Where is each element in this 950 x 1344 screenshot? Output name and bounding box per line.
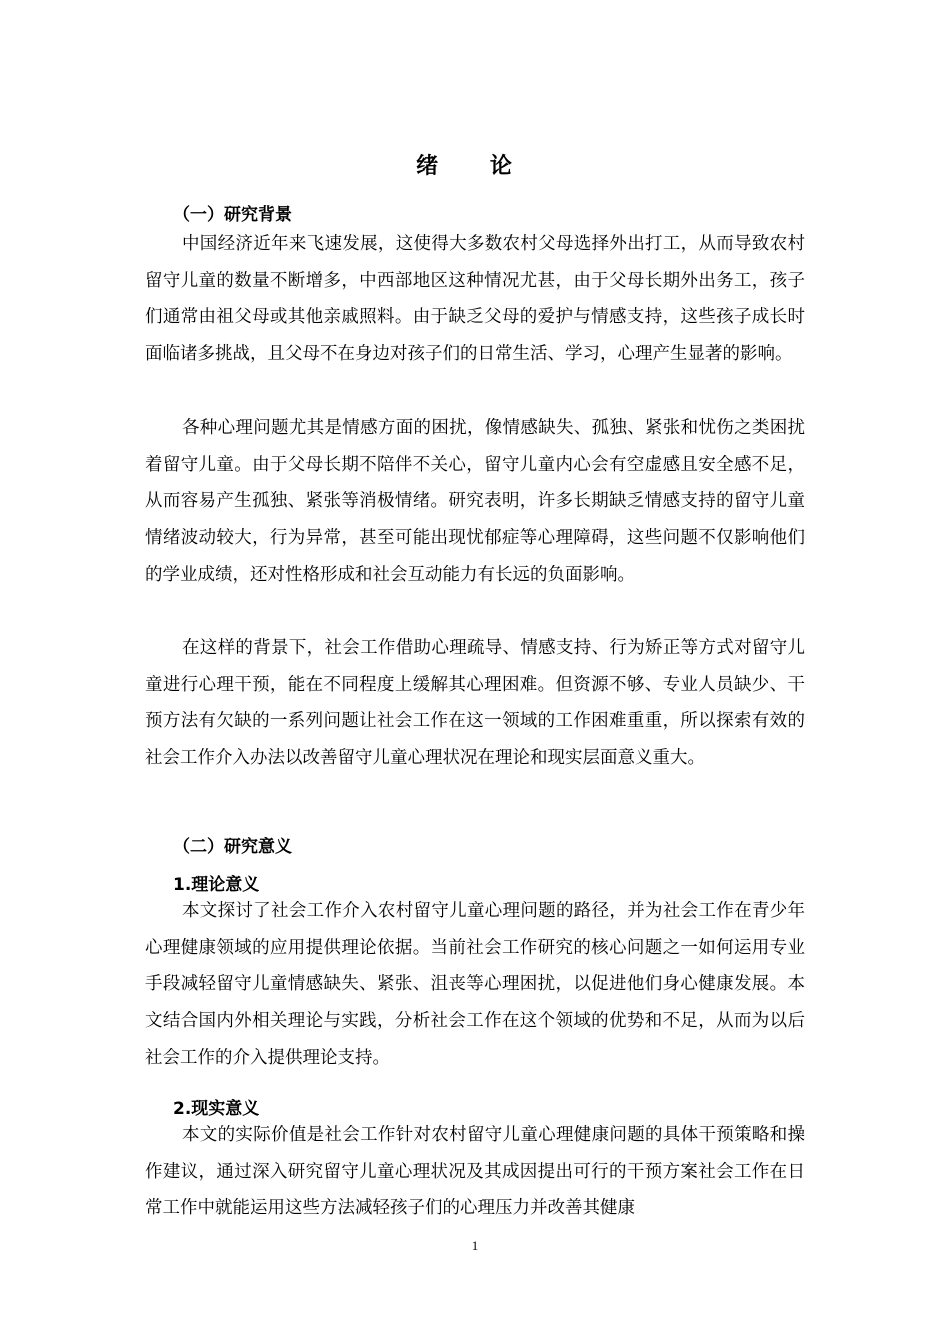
paragraph-background-1: 中国经济近年来飞速发展，这使得大多数农村父母选择外出打工，从而导致农村留守儿童的数量不断增多，中西部地区这种情况尤甚，由于父母长期外出务工，孩子们通常由祖父母或其他亲戚照料。由于缺乏父母的爱护与情感支持，这些孩子成长时面临诸多挑战，且父母不在身边对孩子们的日常生活、学习，心理产生显著的影响。 bbox=[145, 234, 805, 365]
section-heading-research-significance: （二）研究意义 bbox=[173, 837, 292, 857]
paragraph-theoretical-significance: 本文探讨了社会工作介入农村留守儿童心理问题的路径，并为社会工作在青少年心理健康领域的应用提供理论依据。当前社会工作研究的核心问题之一如何运用专业手段减轻留守儿童情感缺失、紧张、沮丧等心理困扰，以促进他们身心健康发展。本文结合国内外相关理论与实践，分析社会工作在这个领域的优势和不足，从而为以后社会工作的介入提供理论支持。 bbox=[145, 901, 805, 1068]
paragraph-practical-significance: 本文的实际价值是社会工作针对农村留守儿童心理健康问题的具体干预策略和操作建议，通过深入研究留守儿童心理状况及其成因提出可行的干预方案社会工作在日常工作中就能运用这些方法减轻孩子们的心理压力并改善其健康 bbox=[145, 1125, 805, 1219]
page-number: 1 bbox=[471, 1238, 479, 1253]
section-heading-research-background: （一）研究背景 bbox=[173, 205, 292, 225]
subsection-heading-practical-significance: 2.现实意义 bbox=[173, 1099, 260, 1119]
page-title: 绪 论 bbox=[416, 154, 534, 179]
paragraph-background-3: 在这样的背景下，社会工作借助心理疏导、情感支持、行为矫正等方式对留守儿童进行心理干预，能在不同程度上缓解其心理困难。但资源不够、专业人员缺少、干预方法有欠缺的一系列问题让社会工作在这一领域的工作困难重重，所以探索有效的社会工作介入办法以改善留守儿童心理状况在理论和现实层面意义重大。 bbox=[145, 638, 805, 769]
subsection-heading-theoretical-significance: 1.理论意义 bbox=[173, 875, 260, 895]
paragraph-background-2: 各种心理问题尤其是情感方面的困扰，像情感缺失、孤独、紧张和忧伤之类困扰着留守儿童。由于父母长期不陪伴不关心，留守儿童内心会有空虚感且安全感不足，从而容易产生孤独、紧张等消极情绪。研究表明，许多长期缺乏情感支持的留守儿童情绪波动较大，行为异常，甚至可能出现忧郁症等心理障碍，这些问题不仅影响他们的学业成绩，还对性格形成和社会互动能力有长远的负面影响。 bbox=[145, 418, 805, 585]
